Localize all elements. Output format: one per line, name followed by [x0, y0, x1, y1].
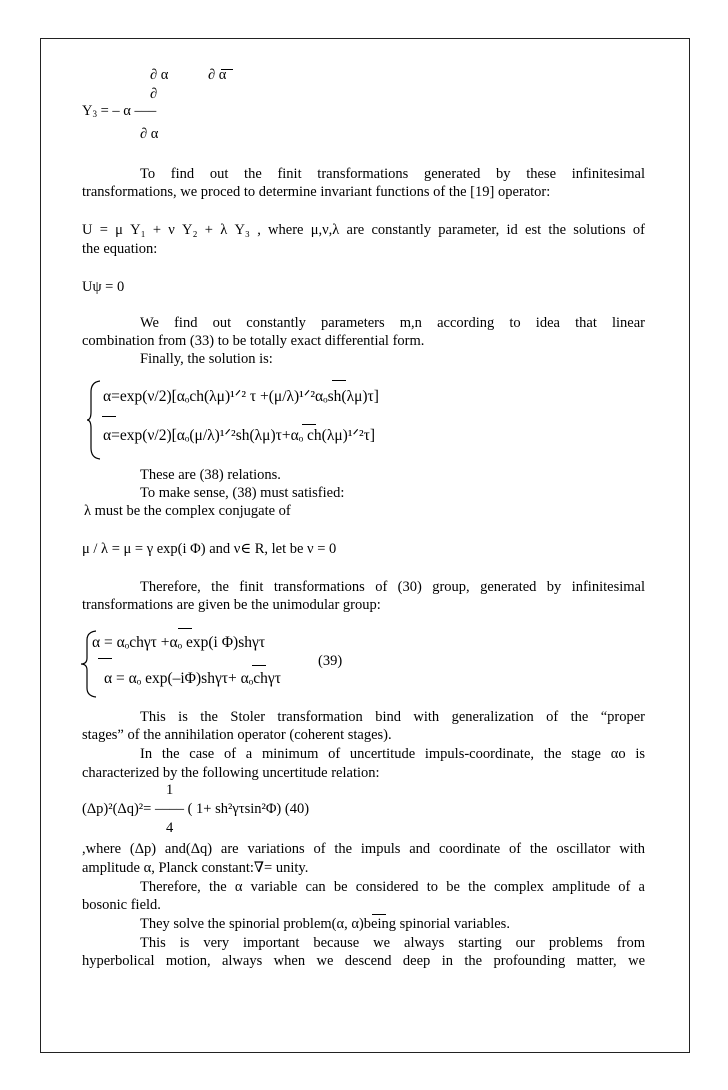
paragraph-line: To make sense, (38) must satisfied: — [140, 485, 345, 501]
paragraph-line: amplitude α, Planck constant:∇= unity. — [82, 860, 309, 876]
paragraph-line: Finally, the solution is: — [140, 351, 273, 367]
paragraph-line: To find out the finit transformations generated by these infinitesimal — [140, 166, 645, 182]
overline — [221, 69, 233, 70]
paragraph-line: bosonic field. — [82, 897, 161, 913]
paragraph-line: This is the Stoler transformation bind with generalization of the “proper — [140, 709, 645, 725]
paragraph-line: These are (38) relations. — [140, 467, 281, 483]
overline — [332, 380, 346, 381]
group-equation-1: α = αₒchγτ +αₒ exp(i Φ)shγτ — [92, 634, 266, 651]
paragraph-line: λ must be the complex conjugate of — [84, 503, 291, 519]
paragraph-line: They solve the spinorial problem(α, α)being spinorial variables. — [140, 916, 510, 932]
paragraph-line: ,where (Δp) and(Δq) are variations of the impuls and coordinate of the oscillator with — [82, 841, 645, 857]
equation-upsi: Uψ = 0 — [82, 279, 125, 295]
overline — [102, 416, 116, 417]
partial-alphabar-top: ∂ α — [208, 67, 227, 83]
paragraph-line: transformations, we proced to determine invariant functions of the [19] operator: — [82, 184, 551, 200]
paragraph-line: combination from (33) to be totally exact differential form. — [82, 333, 425, 349]
fraction-numerator: 1 — [166, 782, 174, 798]
group-equation-2: α = αₒ exp(–iΦ)shγτ+ αₒchγτ — [104, 670, 281, 687]
paragraph-line: transformations are given be the unimodular group: — [82, 597, 381, 613]
paragraph-line: In the case of a minimum of uncertitude impuls-coordinate, the stage αo is — [140, 746, 645, 762]
partial-symbol: ∂ — [150, 86, 158, 102]
overline — [302, 424, 316, 425]
paragraph-line: hyperbolical motion, always when we descend deep in the profounding matter, we — [82, 953, 645, 969]
partial-alpha-bottom: ∂ α — [140, 126, 159, 142]
paragraph-line: the equation: — [82, 241, 158, 257]
solution-equation-2: α=exp(ν/2)[αₒ(μ/λ)¹ᐟ²sh(λμ)τ+αₒ ch(λμ)¹ᐟ²τ] — [103, 427, 376, 444]
paragraph-line: μ / λ = μ = γ exp(i Φ) and ν∈ R, let be ν = 0 — [82, 541, 337, 557]
paragraph-line: characterized by the following uncertitude relation: — [82, 765, 380, 781]
paragraph-line: We find out constantly parameters m,n according to idea that linear — [140, 315, 645, 331]
y3-equation: $Y_3$ = – α ––– — [82, 103, 157, 119]
uncertainty-equation: (Δp)²(Δq)²= –––– ( 1+ sh²γτsin²Φ) (40) — [82, 801, 310, 817]
paragraph-line: Therefore, the finit transformations of (30) group, generated by infinitesimal — [140, 579, 645, 595]
equation-number: (39) — [318, 653, 343, 669]
paragraph-line: U = μ Y₁ + ν Y₂ + λ Y₃ , where μ,ν,λ are constantly parameter, id est the solutions of — [82, 222, 645, 238]
fraction-denominator: 4 — [166, 820, 174, 836]
left-brace — [86, 380, 104, 460]
paragraph-line: Therefore, the α variable can be considered to be the complex amplitude of a — [140, 879, 645, 895]
overline — [98, 658, 112, 659]
solution-equation-1: α=exp(ν/2)[αₒch(λμ)¹ᐟ² τ +(μ/λ)¹ᐟ²αₒsh(λμ)τ] — [103, 388, 379, 405]
overline — [252, 665, 266, 666]
paragraph-line: stages” of the annihilation operator (coherent stages). — [82, 727, 392, 743]
paragraph-line: This is very important because we always starting our problems from — [140, 935, 645, 951]
partial-alpha-top: ∂ α — [150, 67, 169, 83]
overline — [178, 628, 192, 629]
